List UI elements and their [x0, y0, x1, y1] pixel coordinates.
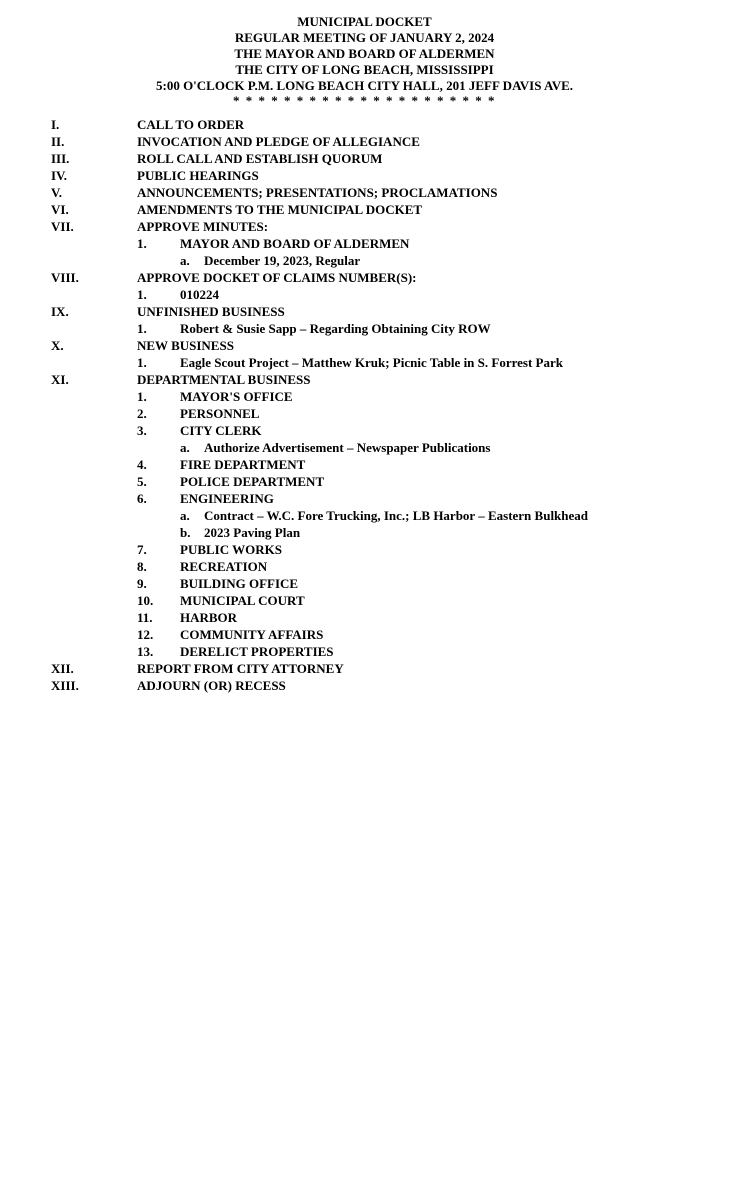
item-title: COMMUNITY AFFAIRS [180, 627, 324, 642]
section-title: ROLL CALL AND ESTABLISH QUORUM [137, 151, 383, 166]
section-title: REPORT FROM CITY ATTORNEY [137, 661, 344, 676]
item-title: ENGINEERING [180, 491, 274, 506]
agenda-section [0, 372, 729, 389]
section-title: ANNOUNCEMENTS; PRESENTATIONS; PROCLAMATIONS [137, 185, 498, 200]
item-title: 010224 [180, 287, 219, 302]
section-number: VIII. [51, 270, 79, 285]
item-number: 6. [137, 491, 147, 506]
agenda-section [0, 304, 729, 321]
agenda-item [0, 355, 729, 372]
subitem-letter: a. [180, 440, 190, 455]
agenda-item [0, 491, 729, 508]
agenda-list [0, 117, 729, 695]
agenda-subitem [0, 253, 729, 270]
section-number: I. [51, 117, 60, 132]
item-number: 1. [137, 287, 147, 302]
agenda-item [0, 236, 729, 253]
section-number: VI. [51, 202, 69, 217]
meeting-date: REGULAR MEETING OF JANUARY 2, 2024 [234, 30, 495, 45]
section-title: PUBLIC HEARINGS [137, 168, 259, 183]
item-number: 1. [137, 236, 147, 251]
item-number: 5. [137, 474, 147, 489]
item-title: POLICE DEPARTMENT [180, 474, 325, 489]
agenda-item [0, 644, 729, 661]
agenda-item [0, 593, 729, 610]
docket-header [0, 14, 729, 107]
city-name: THE CITY OF LONG BEACH, MISSISSIPPI [235, 62, 494, 77]
section-title: APPROVE MINUTES: [137, 219, 269, 234]
section-number: X. [51, 338, 64, 353]
item-title: MAYOR AND BOARD OF ALDERMEN [180, 236, 410, 251]
subitem-title: Contract – W.C. Fore Trucking, Inc.; LB Harbor – Eastern Bulkhead [204, 508, 589, 523]
agenda-item [0, 287, 729, 304]
agenda-section [0, 219, 729, 236]
agenda-item [0, 321, 729, 338]
item-title: HARBOR [180, 610, 238, 625]
item-number: 3. [137, 423, 147, 438]
item-number: 2. [137, 406, 147, 421]
agenda-section [0, 202, 729, 219]
section-number: IX. [51, 304, 69, 319]
subitem-title: 2023 Paving Plan [204, 525, 301, 540]
item-number: 9. [137, 576, 147, 591]
item-number: 12. [137, 627, 154, 642]
section-number: XIII. [51, 678, 79, 693]
meeting-time-location: 5:00 O'CLOCK P.M. LONG BEACH CITY HALL, 201 JEFF DAVIS AVE. [155, 78, 574, 93]
item-number: 1. [137, 355, 147, 370]
section-number: VII. [51, 219, 74, 234]
subitem-title: Authorize Advertisement – Newspaper Publications [204, 440, 491, 455]
subitem-letter: a. [180, 253, 190, 268]
item-title: FIRE DEPARTMENT [180, 457, 306, 472]
item-title: Robert & Susie Sapp – Regarding Obtaining City ROW [180, 321, 491, 336]
subitem-title: December 19, 2023, Regular [204, 253, 361, 268]
agenda-item [0, 423, 729, 440]
section-number: V. [51, 185, 62, 200]
agenda-item [0, 610, 729, 627]
section-title: ADJOURN (OR) RECESS [137, 678, 286, 693]
governing-body: THE MAYOR AND BOARD OF ALDERMEN [234, 46, 495, 61]
section-title: NEW BUSINESS [137, 338, 234, 353]
section-title: CALL TO ORDER [137, 117, 245, 132]
section-title: DEPARTMENTAL BUSINESS [137, 372, 311, 387]
item-number: 1. [137, 321, 147, 336]
section-number: XII. [51, 661, 74, 676]
agenda-item [0, 627, 729, 644]
item-number: 11. [137, 610, 153, 625]
item-number: 4. [137, 457, 147, 472]
section-number: III. [51, 151, 70, 166]
section-number: IV. [51, 168, 68, 183]
item-title: DERELICT PROPERTIES [180, 644, 334, 659]
item-title: RECREATION [180, 559, 268, 574]
item-number: 10. [137, 593, 154, 608]
agenda-section [0, 168, 729, 185]
section-title: UNFINISHED BUSINESS [137, 304, 285, 319]
header-divider: * * * * * * * * * * * * * * * * * * * * * [233, 93, 496, 108]
item-title: PERSONNEL [180, 406, 260, 421]
agenda-section [0, 270, 729, 287]
section-title: INVOCATION AND PLEDGE OF ALLEGIANCE [137, 134, 420, 149]
item-number: 7. [137, 542, 147, 557]
agenda-subitem [0, 440, 729, 457]
item-number: 8. [137, 559, 147, 574]
agenda-section [0, 338, 729, 355]
agenda-item [0, 576, 729, 593]
agenda-item [0, 389, 729, 406]
agenda-section [0, 134, 729, 151]
agenda-item [0, 474, 729, 491]
agenda-item [0, 542, 729, 559]
section-title: APPROVE DOCKET OF CLAIMS NUMBER(S): [137, 270, 417, 285]
agenda-subitem [0, 525, 729, 542]
agenda-subitem [0, 508, 729, 525]
agenda-section [0, 117, 729, 134]
item-title: MUNICIPAL COURT [180, 593, 305, 608]
agenda-item [0, 457, 729, 474]
agenda-section [0, 185, 729, 202]
item-title: CITY CLERK [180, 423, 262, 438]
agenda-section [0, 678, 729, 695]
item-title: PUBLIC WORKS [180, 542, 282, 557]
docket-title: MUNICIPAL DOCKET [297, 14, 432, 29]
subitem-letter: a. [180, 508, 190, 523]
section-title: AMENDMENTS TO THE MUNICIPAL DOCKET [137, 202, 423, 217]
item-number: 13. [137, 644, 154, 659]
agenda-section [0, 661, 729, 678]
item-title: BUILDING OFFICE [180, 576, 299, 591]
agenda-section [0, 151, 729, 168]
item-title: Eagle Scout Project – Matthew Kruk; Picnic Table in S. Forrest Park [180, 355, 563, 370]
section-number: II. [51, 134, 65, 149]
agenda-item [0, 559, 729, 576]
agenda-item [0, 406, 729, 423]
item-number: 1. [137, 389, 147, 404]
section-number: XI. [51, 372, 69, 387]
item-title: MAYOR'S OFFICE [180, 389, 293, 404]
subitem-letter: b. [180, 525, 191, 540]
